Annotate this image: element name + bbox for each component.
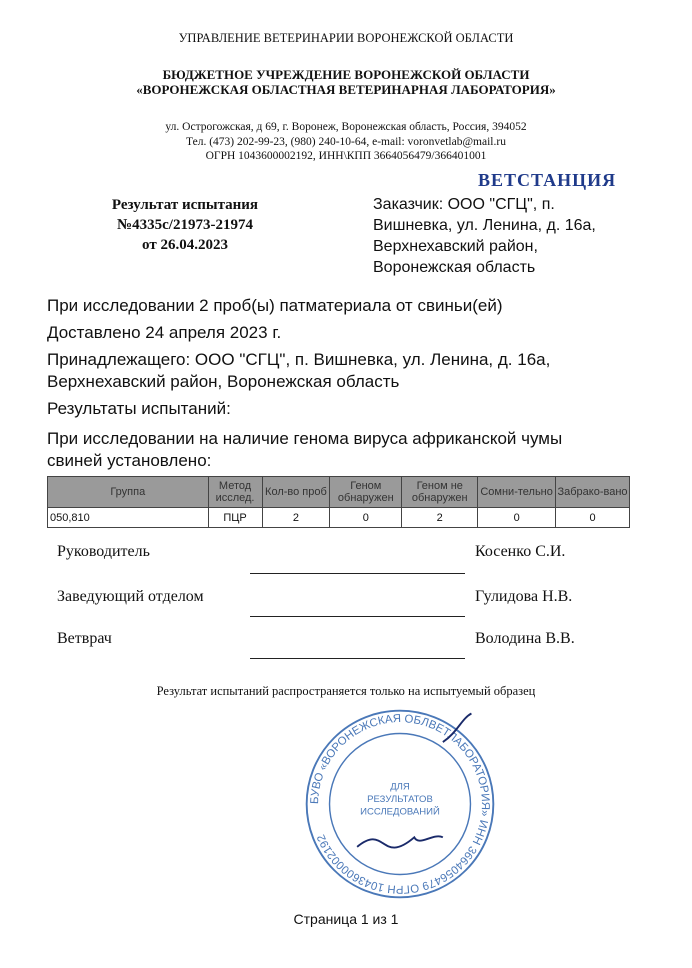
cell-count: 2 [262,508,330,528]
customer-line: Вишневка, ул. Ленина, д. 16а, [373,217,596,234]
signature-name: Гулидова Н.В. [475,588,573,605]
cell-group: 050,810 [48,508,209,528]
customer-line: Воронежская область [373,259,536,276]
org-name-line1: БЮДЖЕТНОЕ УЧРЕЖДЕНИЕ ВОРОНЕЖСКОЙ ОБЛАСТИ [162,67,530,82]
body-line: Доставлено 24 апреля 2023 г. [47,323,282,342]
body-line: свиней установлено: [47,451,212,470]
signature-line [250,573,465,574]
col-header: Забрако-вано [556,477,630,508]
col-header: Кол-во проб [262,477,330,508]
col-header: Группа [48,477,209,508]
result-number: №4335с/21973-21974 [117,217,253,233]
seal-center-word: РЕЗУЛЬТАТОВ [367,794,433,806]
signature-line [250,616,465,617]
cell-not-detected: 2 [402,508,478,528]
page-number: Страница 1 из 1 [293,911,399,927]
signature-name: Володина В.В. [475,630,575,647]
results-table [47,476,630,528]
org-name-line2: «ВОРОНЕЖСКАЯ ОБЛАСТНАЯ ВЕТЕРИНАРНАЯ ЛАБОРАТОРИЯ» [136,82,556,97]
seal-center-word: ДЛЯ [390,781,410,793]
seal-center-text [360,782,440,818]
body-line: При исследовании на наличие генома вируса африканской чумы [47,429,563,448]
body-line: Результаты испытаний: [47,399,231,418]
vetstation-stamp: ВЕТСТАНЦИЯ [478,170,617,190]
seal-text: БУВО «ВОРОНЕЖСКАЯ ОБЛВЕТЛАБОРАТОРИЯ» ИНН 3664056479 ОГРН 1043600002192 [309,713,491,895]
customer-block [373,194,596,278]
signature-role: Руководитель [57,543,150,560]
org-address: ул. Острогожская, д 69, г. Воронеж, Воронежская область, Россия, 394052 [165,121,527,133]
col-header: Сомни-тельно [478,477,556,508]
body-line: Верхнехавский район, Воронежская область [47,372,400,391]
cell-rejected: 0 [556,508,630,528]
cell-doubtful: 0 [478,508,556,528]
cell-detected: 0 [330,508,402,528]
customer-line: Заказчик: ООО "СГЦ", п. [373,196,555,213]
org-phone: Тел. (473) 202-99-23, (980) 240-10-64, e-mail: voronvetlab@mail.ru [186,136,506,148]
customer-line: Верхнехавский район, [373,238,538,255]
result-date: от 26.04.2023 [142,237,228,253]
signature-role: Ветврач [57,630,112,647]
org-ogrn: ОГРН 1043600002192, ИНН\КПП 3664056479/366401001 [205,150,487,162]
result-title: Результат испытания [111,197,259,213]
seal-center-word: ИССЛЕДОВАНИЙ [360,806,440,818]
signature-line [250,658,465,659]
body-line: Принадлежащего: ООО "СГЦ", п. Вишневка, ул. Ленина, д. 16а, [47,350,551,369]
table-header-row [48,477,630,508]
scope-note: Результат испытаний распространяется только на испытуемый образец [156,684,536,698]
body-line: При исследовании 2 проб(ы) патматериала от свиньи(ей) [47,296,503,315]
organization-seal [300,704,500,904]
table-row [48,508,630,528]
result-block [85,195,285,255]
agency-heading: УПРАВЛЕНИЕ ВЕТЕРИНАРИИ ВОРОНЕЖСКОЙ ОБЛАСТИ [178,31,514,45]
cell-method: ПЦР [208,508,262,528]
col-header: Геном не обнаружен [402,477,478,508]
signature-name: Косенко С.И. [475,543,566,560]
col-header: Метод исслед. [208,477,262,508]
signature-role: Заведующий отделом [57,588,204,605]
col-header: Геном обнаружен [330,477,402,508]
